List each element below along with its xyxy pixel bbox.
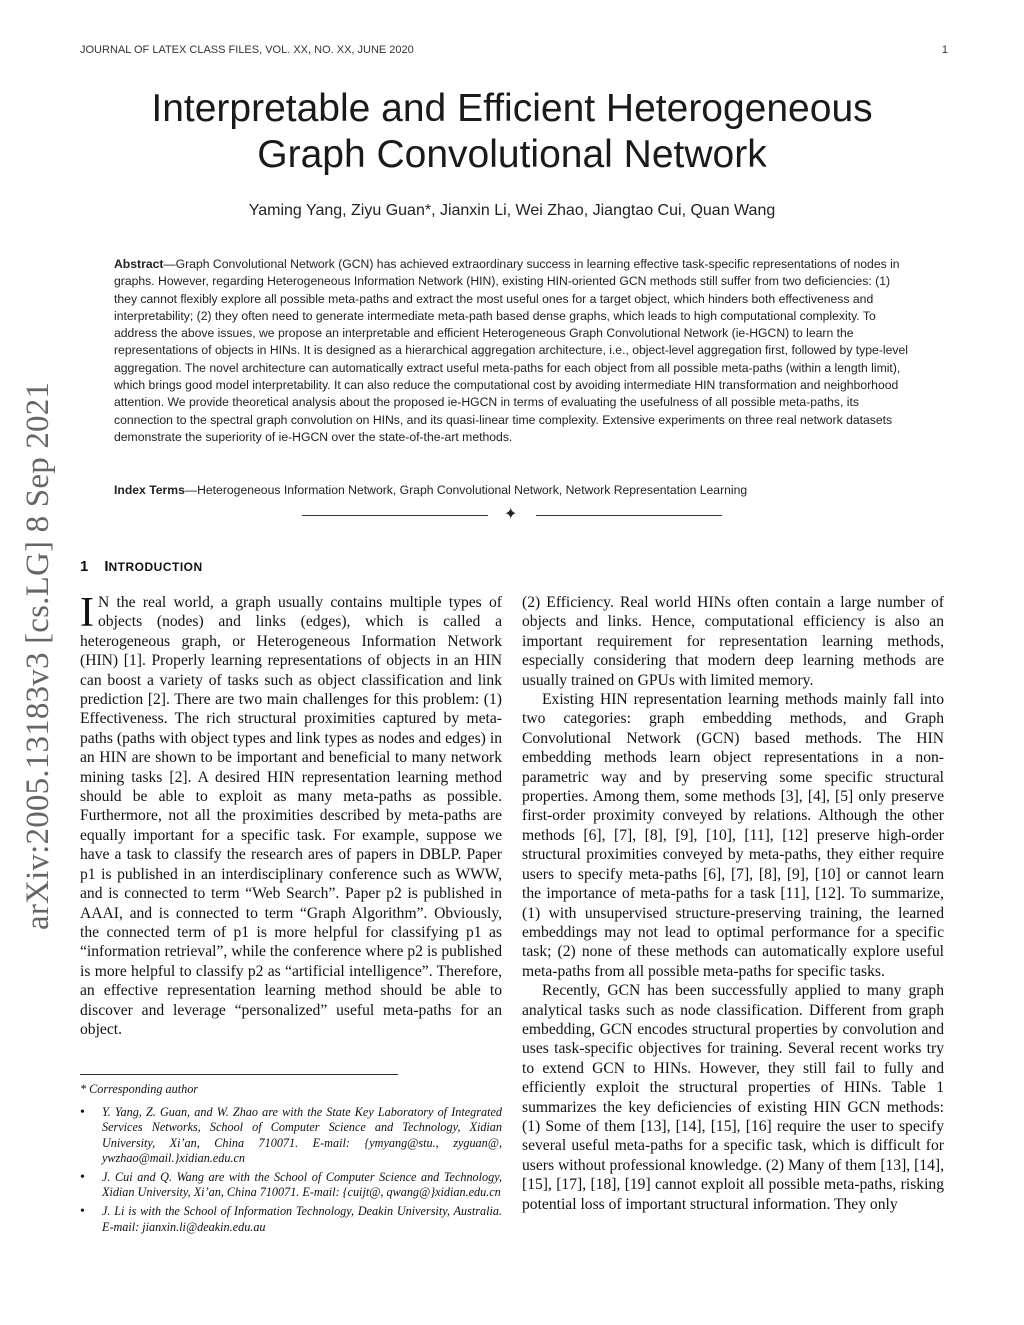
abstract bbox=[114, 256, 910, 446]
left-column bbox=[80, 590, 502, 1039]
index-terms-text: —Heterogeneous Information Network, Graph Convolutional Network, Network Representation Learning bbox=[184, 483, 748, 497]
first-word: N bbox=[98, 594, 110, 611]
affiliation-text: Y. Yang, Z. Guan, and W. Zhao are with the State Key Laboratory of Integrated Services Networks, School of Computer Science and Technology, Xidian University, Xi’an, China 710071. E-mail: {ymyang@stu., zyguan@, ywzhao@mail.}xidian.edu.cn bbox=[102, 1105, 502, 1165]
section-title-initial: I bbox=[104, 558, 109, 575]
affiliation-text: J. Cui and Q. Wang are with the School of Computer Science and Technology, Xidian University, Xi’an, China 710071. E-mail: {cuijt@, qwang@}xidian.edu.cn bbox=[102, 1170, 502, 1200]
bullet-icon: • bbox=[80, 1105, 85, 1121]
drop-cap: I bbox=[80, 590, 94, 636]
affiliation-note bbox=[80, 1170, 502, 1200]
abstract-label: Abstract bbox=[114, 257, 164, 271]
index-terms bbox=[114, 482, 910, 499]
footnotes bbox=[80, 1082, 502, 1239]
efficiency-paragraph: (2) Efficiency. Real world HINs often contain a large number of objects and links. Hence, computational efficiency is also an important requirement for representation learning methods, especially considering that modern deep learning methods are usually trained on GPUs with limited memory. bbox=[522, 594, 944, 689]
section-divider bbox=[302, 506, 722, 526]
journal-info: JOURNAL OF LATEX CLASS FILES, VOL. XX, NO. XX, JUNE 2020 bbox=[80, 44, 414, 56]
divider-star-icon: ✦ bbox=[504, 506, 518, 523]
right-column bbox=[522, 593, 944, 1214]
title-line-1: Interpretable and Efficient Heterogeneous bbox=[151, 87, 873, 130]
gcn-paragraph: Recently, GCN has been successfully applied to many graph analytical tasks such as node classification. Different from graph embedding, GCN encodes structural properties by convolution and uses task-specific objectives for training. Several recent works try to extend GCN to HINs. However, they still fail to fully and efficiently exploit the structural properties of HINs. Table 1 summarizes the key deficiencies of existing HIN GCN methods: (1) Some of them [13], [14], [15], [16] require the user to specify several useful meta-paths for a specific task, which is difficult for users without professional knowledge. (2) Many of them [13], [14], [15], [17], [18], [19] cannot exploit all possible meta-paths, risking potential loss of important structural information. They only bbox=[522, 982, 944, 1213]
corresponding-author-note: * Corresponding author bbox=[80, 1082, 199, 1096]
section-title-rest: NTRODUCTION bbox=[108, 560, 203, 574]
page-number: 1 bbox=[941, 44, 948, 56]
affiliation-note bbox=[80, 1204, 502, 1234]
divider-line-right bbox=[536, 515, 722, 516]
index-terms-label: Index Terms bbox=[114, 483, 185, 497]
arxiv-identifier[interactable]: arXiv:2005.13183v3 [cs.LG] 8 Sep 2021 bbox=[20, 381, 56, 930]
bullet-icon: • bbox=[80, 1204, 85, 1220]
section-heading bbox=[80, 558, 203, 575]
intro-paragraph-1 bbox=[80, 590, 502, 1039]
affiliation-note bbox=[80, 1105, 502, 1166]
running-header bbox=[80, 44, 948, 56]
intro-paragraph-1-text: the real world, a graph usually contains multiple types of objects (nodes) and links (edges), which is called a heterogeneous graph, or Heterogeneous Information Network (HIN) [1]. Properly learning representations of objects in an HIN can boost a variety of tasks such as object classification and link prediction [2]. There are two main challenges for this problem: (1) Effectiveness. The rich structural proximities captured by meta-paths (paths with object types and link types as nodes and edges) in an HIN are shown to be important and beneficial to many network mining tasks [2]. A desired HIN representation learning method should be able to exploit as many meta-paths as possible. Furthermore, not all the proximities described by meta-paths are equally important for a specific task. For example, suppose we have a task to classify the research ares of papers in DBLP. Paper p1 is published in an interdisciplinary conference such as WWW, and is connected to term “Web Search”. Paper p2 is published in AAAI, and is connected to term “Graph Algorithm”. Obviously, the connected term of p1 is more helpful for classifying p1 as “information retrieval”, while the conference where p2 is published is more helpful to classify p2 as “artificial intelligence”. Therefore, an effective representation learning method should be able to discover and leverage “personalized” useful meta-paths for an object. bbox=[80, 594, 502, 1038]
section-number: 1 bbox=[80, 558, 89, 575]
bullet-icon: • bbox=[80, 1170, 85, 1186]
author-list: Yaming Yang, Ziyu Guan*, Jianxin Li, Wei Zhao, Jiangtao Cui, Quan Wang bbox=[248, 202, 776, 219]
abstract-text: —Graph Convolutional Network (GCN) has achieved extraordinary success in learning effective task-specific representations of nodes in graphs. However, regarding Heterogeneous Information Network (HIN), existing HIN-oriented GCN methods still suffer from two deficiencies: (1) they cannot flexibly explore all possible meta-paths and extract the most useful ones for a target object, which hinders both effectiveness and interpretability; (2) they often need to generate intermediate meta-path based dense graphs, which leads to high computational complexity. To address the above issues, we propose an interpretable and efficient Heterogeneous Graph Convolutional Network (ie-HGCN) to learn the representations of objects in HINs. It is designed as a hierarchical aggregation architecture, i.e., object-level aggregation first, followed by type-level aggregation. The novel architecture can automatically extract useful meta-paths for each object from all possible meta-paths (within a length limit), which brings good model interpretability. It can also reduce the computational cost by avoiding intermediate HIN transformation and neighborhood attention. We provide theoretical analysis about the proposed ie-HGCN in terms of evaluating the usefulness of all possible meta-paths, its connection to the spectral graph convolution on HINs, and its quasi-linear time complexity. Extensive experiments on three real network datasets demonstrate the superiority of ie-HGCN over the state-of-the-art methods. bbox=[114, 257, 908, 444]
existing-methods-paragraph: Existing HIN representation learning methods mainly fall into two categories: graph embedding methods, and Graph Convolutional Network (GCN) based methods. The HIN embedding methods learn object representations in a non-parametric way and by preserving some specific structural properties. Among them, some methods [3], [4], [5] only preserve first-order proximity conveyed by relations. Although the other methods [6], [7], [8], [9], [10], [11], [12] preserve high-order structural proximities conveyed by meta-paths, they either require users to specify meta-paths [6], [7], [8], [9], [10] or cannot learn the importance of meta-paths for a task [11], [12]. To summarize, (1) with unsupervised structure-preserving training, the learned embeddings may not lead to optimal performance for a specific task; (2) none of these methods can automatically explore useful meta-paths from all possible meta-paths for specific tasks. bbox=[522, 691, 944, 980]
paper-title bbox=[60, 86, 964, 178]
footnote-rule bbox=[80, 1074, 398, 1075]
affiliation-text: J. Li is with the School of Information Technology, Deakin University, Australia. E-mail: jianxin.li@deakin.edu.au bbox=[102, 1204, 502, 1234]
title-line-2: Graph Convolutional Network bbox=[257, 133, 767, 176]
divider-line-left bbox=[302, 515, 488, 516]
